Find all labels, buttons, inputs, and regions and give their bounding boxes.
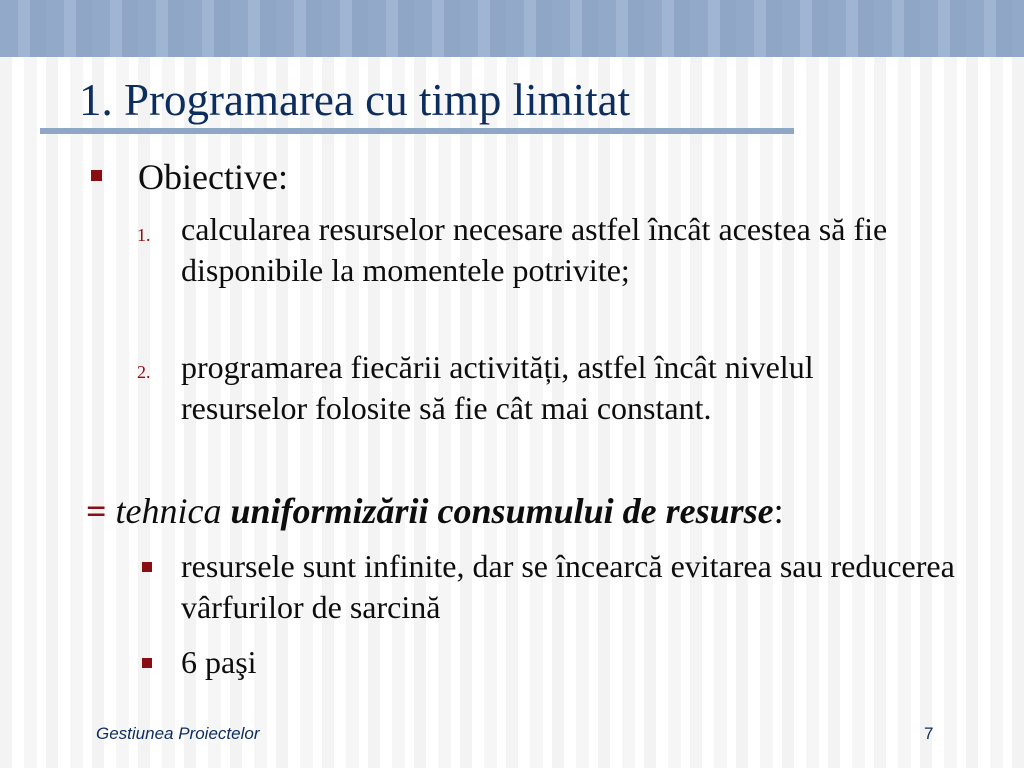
equals-sign: =	[86, 491, 107, 531]
technique-name: uniformizării consumului de resurse	[230, 491, 774, 531]
page-number: 7	[924, 724, 934, 743]
footer-course-name: Gestiunea Proiectelor	[96, 724, 260, 743]
technique-colon: :	[773, 491, 784, 531]
bullet-1-text: resursele sunt infinite, dar se încearcă evitarea sau reducerea vârfurilor de sarcină	[181, 548, 955, 625]
title-underline	[40, 128, 794, 134]
square-bullet-icon	[142, 658, 152, 668]
technique-line	[86, 491, 784, 531]
list-marker-2: 2.	[137, 362, 151, 382]
objectives-heading: Obiective:	[138, 157, 288, 197]
header-band	[0, 0, 1024, 57]
technique-label: tehnica	[115, 491, 222, 531]
square-bullet-icon	[142, 562, 152, 572]
bullet-2-text: 6 paşi	[181, 644, 257, 680]
list-marker-1: 1.	[137, 225, 151, 245]
objective-1-text: calcularea resurselor necesare astfel încât acestea să fie disponibile la momentele potrivite;	[181, 211, 888, 288]
objective-2-text: programarea fiecării activități, astfel încât nivelul resurselor folosite să fie cât mai constant.	[181, 349, 814, 426]
square-bullet-icon	[91, 170, 102, 181]
slide-title: 1. Programarea cu timp limitat	[79, 75, 631, 125]
